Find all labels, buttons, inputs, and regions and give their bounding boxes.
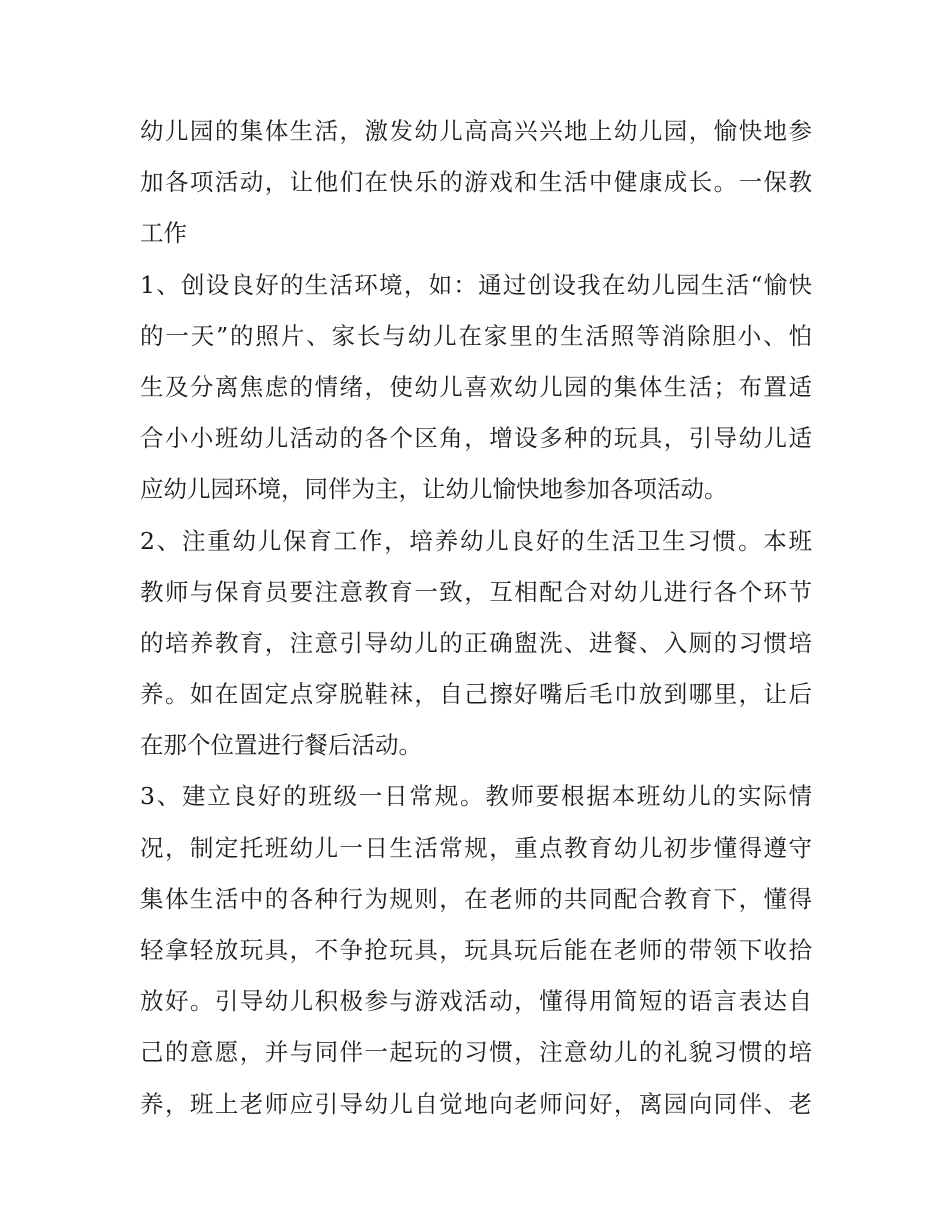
text-line: 幼儿园的集体生活，激发幼儿高高兴兴地上幼儿园，愉快地参 [140, 117, 812, 145]
text-line: 2、注重幼儿保育工作，培养幼儿良好的生活卫生习惯。本班 [140, 526, 812, 555]
text-line: 的培养教育，注意引导幼儿的正确盥洗、进餐、入厕的习惯培 [140, 628, 812, 657]
text-line: 应幼儿园环境，同伴为主，让幼儿愉快地参加各项活动。 [140, 475, 728, 504]
text-line: 3、建立良好的班级一日常规。教师要根据本班幼儿的实际情 [140, 782, 812, 811]
text-line: 集体生活中的各种行为规则，在老师的共同配合教育下，懂得 [140, 884, 812, 913]
text-line: 工作 [140, 219, 187, 248]
text-line: 在那个位置进行餐后活动。 [140, 731, 422, 760]
text-line: 合小小班幼儿活动的各个区角，增设多种的玩具，引导幼儿适 [140, 424, 812, 453]
text-line: 己的意愿，并与同伴一起玩的习惯，注意幼儿的礼貌习惯的培 [140, 1038, 812, 1067]
text-line: 况，制定托班幼儿一日生活常规，重点教育幼儿初步懂得遵守 [140, 833, 812, 862]
text-line: 养。如在固定点穿脱鞋袜，自己擦好嘴后毛巾放到哪里，让后 [140, 680, 812, 709]
text-line: 放好。引导幼儿积极参与游戏活动，懂得用简短的语言表达自 [140, 987, 812, 1016]
text-line: 1、创设良好的生活环境，如：通过创设我在幼儿园生活“愉快 [140, 270, 812, 299]
text-line: 加各项活动，让他们在快乐的游戏和生活中健康成长。一保教 [140, 168, 812, 197]
text-line: 生及分离焦虑的情绪，使幼儿喜欢幼儿园的集体生活；布置适 [140, 372, 812, 401]
text-line: 养，班上老师应引导幼儿自觉地向老师问好，离园向同伴、老 [140, 1089, 812, 1118]
text-line: 教师与保育员要注意教育一致，互相配合对幼儿进行各个环节 [140, 577, 812, 606]
text-line: 的一天”的照片、家长与幼儿在家里的生活照等消除胆小、怕 [140, 321, 812, 350]
document-body [140, 106, 812, 1130]
text-line: 轻拿轻放玩具，不争抢玩具，玩具玩后能在老师的带领下收拾 [140, 936, 812, 964]
